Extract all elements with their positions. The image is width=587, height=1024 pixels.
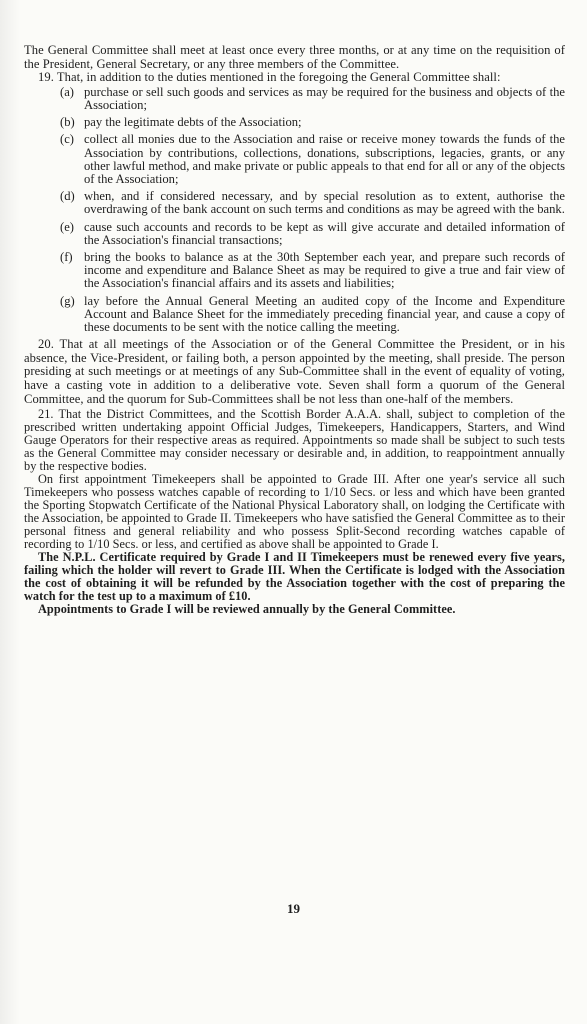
paragraph-21-npl-certificate: The N.P.L. Certificate required by Grade I and II Timekeepers must be renewed every five years, failing which the holder will revert to Grade III. When the Certificate is lodged with the Association the cost of obtaining it will be refunded by the Association together with the cost of preparing the watch for the test up to a maximum of £10. <box>24 550 565 604</box>
list-item-text: lay before the Annual General Meeting an audited copy of the Income and Expenditure Account and Balance Sheet for the immediately preceding financial year, and cause a copy of these documents to be sent with the notice calling the meeting. <box>84 293 565 335</box>
list-item-marker: (a) <box>60 84 74 99</box>
list-item-marker: (g) <box>60 293 75 308</box>
list-item <box>60 86 565 112</box>
list-item-text: when, and if considered necessary, and by special resolution as to extent, authorise the overdrawing of the bank account on such terms and conditions as may be agreed with the bank. <box>84 189 565 217</box>
list-item <box>60 133 565 186</box>
list-item <box>60 116 565 129</box>
paragraph-20: 20. That at all meetings of the Association or of the General Committee the President, or in his absence, the Vice-President, or failing both, a person appointed by the meeting, shall preside. The person presiding at such meetings or at meetings of any Sub-Committee shall in the event of equality of voting, have a casting vote in addition to a deliberative vote. Seven shall form a quorum of the General Committee, and the quorum for Sub-Committees shall be not less than one-half of the members. <box>24 337 565 406</box>
paragraph-21: 21. That the District Committees, and the Scottish Border A.A.A. shall, subject to completion of the prescribed written undertaking appoint Official Judges, Timekeepers, Handicappers, Starters, and Wind Gauge Operators for their respective areas as required. Appointments so made shall be subject to such tests as the General Committee may consider necessary or desirable and, in addition, to reappointment annually by the respective bodies. <box>24 407 565 474</box>
list-item-marker: (c) <box>60 132 74 147</box>
paragraph-19: 19. That, in addition to the duties mentioned in the foregoing the General Committee shall: <box>38 70 501 85</box>
list-item-marker: (d) <box>60 189 75 204</box>
list-item-text: purchase or sell such goods and services as may be required for the business and objects of the Association; <box>84 84 565 112</box>
list-item-marker: (f) <box>60 250 73 265</box>
duties-list <box>24 86 565 334</box>
list-item-marker: (e) <box>60 219 74 234</box>
list-item-marker: (b) <box>60 115 75 130</box>
list-item <box>60 295 565 335</box>
paragraph-committee-meetings: The General Committee shall meet at least once every three months, or at any time on the requisition of the President, General Secretary, or any three members of the Committee. <box>24 43 565 71</box>
list-item-text: pay the legitimate debts of the Association; <box>84 115 302 130</box>
list-item <box>60 221 565 247</box>
list-item-text: collect all monies due to the Association and raise or receive money towards the funds of the Association by contributions, collections, donations, subscriptions, legacies, grants, or any other lawful method, and make private or public appeals to that end for all or any of the objects of the Association; <box>84 132 565 186</box>
list-item-text: cause such accounts and records to be kept as will give accurate and detailed information of the Association's financial transactions; <box>84 219 565 247</box>
list-item <box>60 190 565 216</box>
list-item-text: bring the books to balance as at the 30th September each year, and prepare such records of income and expenditure and Balance Sheet as may be required to give a true and fair view of the Association's financial affairs and its assets and liabilities; <box>84 250 565 291</box>
paragraph-21-grade-review: Appointments to Grade I will be reviewed annually by the General Committee. <box>38 602 456 617</box>
list-item <box>60 251 565 291</box>
paragraph-21-timekeepers: On first appointment Timekeepers shall be appointed to Grade III. After one year's service all such Timekeepers who possess watches capable of recording to 1/10 Secs. or less and which have been granted the Sporting Stopwatch Certificate of the National Physical Laboratory shall, on lodging the Certificate with the Association, be appointed to Grade II. Timekeepers who have satisfied the General Committee as to their personal fitness and general reliability and who possess Split-Second recording watches capable of recording to 1/10 Secs. or less, and certified as above shall be appointed to Grade I. <box>24 472 565 552</box>
page-number: 19 <box>287 901 300 916</box>
